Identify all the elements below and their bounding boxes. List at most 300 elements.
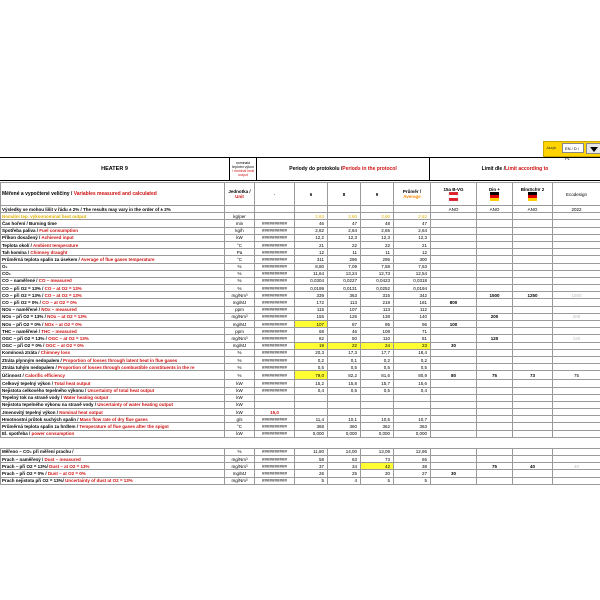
row-unit: % [225, 364, 255, 371]
limit-value [553, 285, 600, 292]
period-value [295, 394, 328, 401]
period-value: 30 [361, 470, 394, 477]
row-unit: mg/Nm³ [225, 463, 255, 470]
period-value: 4 [328, 477, 361, 484]
limit-value [553, 220, 600, 227]
period-value: 0,0199 [295, 285, 328, 292]
period-value: 12,73 [361, 270, 394, 277]
limit-value [553, 356, 600, 363]
period-value: 0,0194 [394, 285, 431, 292]
limit-value [431, 227, 477, 234]
limit-value [477, 380, 513, 387]
limit-value [477, 321, 513, 328]
table-row [1, 401, 600, 408]
limit-value [553, 409, 600, 416]
row-nominal: ########## [255, 263, 295, 270]
limit-value [553, 306, 600, 313]
limit-value [553, 456, 600, 463]
period-value: 7,58 [361, 263, 394, 270]
period-value: 339 [295, 292, 328, 299]
row-unit: mg/Nm³ [225, 292, 255, 299]
period-value: 7,63 [394, 263, 431, 270]
limit-value [477, 220, 513, 227]
row-label: Ztráta plynným nedopalem / Proportion of losses through latent heat in flue gases [1, 356, 225, 363]
limit-value [513, 394, 553, 401]
period-value: 113 [328, 299, 361, 306]
row-unit: kW [225, 394, 255, 401]
limit-value [553, 401, 600, 408]
row-unit: mg/Nm³ [225, 313, 255, 320]
row-nominal: ########## [255, 371, 295, 380]
period-value: 7,09 [328, 263, 361, 270]
period-value: 37 [295, 463, 328, 470]
limit-value [431, 249, 477, 256]
row-nominal: ########## [255, 470, 295, 477]
limit-value [513, 423, 553, 430]
row-label: Prach – při O2 = 0% / Dust – at O2 = 0% [1, 470, 225, 477]
limit-value [431, 448, 477, 455]
period-value: 82,2 [328, 371, 361, 380]
period-value: 63 [328, 456, 361, 463]
limit-value [431, 328, 477, 335]
row-label: Celkový tepelný výkon / Total heat output [1, 380, 225, 387]
table-row [1, 456, 600, 463]
period-value: 96 [394, 321, 431, 328]
table-row [1, 213, 600, 220]
limit-value [513, 285, 553, 292]
period-value: 0,0304 [295, 277, 328, 284]
limit-value [477, 401, 513, 408]
row-nominal: ########## [255, 477, 295, 484]
limit-value [477, 256, 513, 263]
limit-value [431, 387, 477, 394]
row-unit: mg/MJ [225, 321, 255, 328]
row-label: NOx – při O2 = 13% / NOx – at O2 = 13% [1, 313, 225, 320]
report-header [0, 157, 600, 181]
period-value: 48 [361, 220, 394, 227]
table-row [1, 409, 600, 416]
limit-value [513, 477, 553, 484]
period-value: 13,24 [328, 270, 361, 277]
row-label: O₂ [1, 263, 225, 270]
limit-value [477, 285, 513, 292]
row-label: Čas hoření / Burning time [1, 220, 225, 227]
table-row [1, 241, 600, 248]
period-value: 10,5 [361, 416, 394, 423]
limit-value: 100 [431, 321, 477, 328]
limit-value [431, 292, 477, 299]
period-value: 20,3 [295, 349, 328, 356]
period-value: 12 [394, 249, 431, 256]
row-nominal: ########## [255, 456, 295, 463]
row-label: OGC – při O2 = 13% / OGC – at O2 = 13% [1, 335, 225, 342]
table-row [1, 285, 600, 292]
row-label: Průměrná teplota spalin za úsekem / Average of flue gases temperature [1, 256, 225, 263]
limit-value [513, 241, 553, 248]
limit-value [477, 270, 513, 277]
limit-value [477, 430, 513, 437]
period-value: 0,2 [394, 356, 431, 363]
row-nominal: ########## [255, 270, 295, 277]
language-select[interactable]: EN / D / PL [562, 143, 584, 153]
period-value: 2,60 [328, 213, 361, 220]
row-nominal: ########## [255, 277, 295, 284]
row-unit: % [225, 371, 255, 380]
limit-value [431, 416, 477, 423]
period-value: 363 [328, 292, 361, 299]
table-row [1, 270, 600, 277]
row-label: Teplota okolí / Ambient temperature [1, 241, 225, 248]
periods-header: Periody do protokolu / Periods in the protocol [257, 158, 430, 180]
row-unit: % [225, 270, 255, 277]
limit-value [477, 477, 513, 484]
row-nominal [255, 394, 295, 401]
limit-value [431, 277, 477, 284]
period-value: 95 [361, 321, 394, 328]
period-value: 87 [328, 321, 361, 328]
row-label: Ztráta tuhým nedopalem / Proportion of losses through combustible constituents in the re [1, 364, 225, 371]
table-row [1, 321, 600, 328]
limit-value: 1500 [553, 292, 600, 299]
period-value: 2,62 [394, 213, 431, 220]
period-value: 21 [295, 241, 328, 248]
limit-value [431, 477, 477, 484]
table-row [1, 263, 600, 270]
row-nominal: ########## [255, 448, 295, 455]
table-row [1, 423, 600, 430]
limit-value [431, 306, 477, 313]
row-unit: kg/per [225, 213, 255, 220]
row-unit: kW [225, 409, 255, 416]
period-value: 107 [328, 306, 361, 313]
row-label: Spotřeba paliva / Fuel consumption [1, 227, 225, 234]
period-value: 12 [295, 249, 328, 256]
row-label: Průměrná teplota spalin za hrdlem / Temperature of flue gases after the spigot [1, 423, 225, 430]
limit-value [513, 220, 553, 227]
period-value: 71 [394, 328, 431, 335]
period-value: 0,000 [394, 430, 431, 437]
note-row: Výsledky se mohou lišit v řádu ± 2% / The results may vary in the order of ± 2% ANO ANO ANO 2022 [1, 206, 600, 213]
dropdown-arrow-icon[interactable] [586, 143, 600, 154]
row-nominal: ########## [255, 423, 295, 430]
nominal-note: nominalá teplotní výkon / nominal heat output [230, 158, 257, 180]
table-row [1, 364, 600, 371]
row-nominal: ########## [255, 364, 295, 371]
limit-value: 40 [513, 463, 553, 470]
limit-value [553, 380, 600, 387]
limit-value [553, 328, 600, 335]
row-nominal: ########## [255, 313, 295, 320]
limit-value [553, 263, 600, 270]
limit-value [431, 241, 477, 248]
row-label: Příkon dosažený / Achieved input [1, 234, 225, 241]
limit-value [513, 270, 553, 277]
limit-value [513, 277, 553, 284]
limit-value [513, 342, 553, 349]
period-value: 300 [394, 256, 431, 263]
period-value: 82 [295, 335, 328, 342]
period-value [394, 401, 431, 408]
limit-value [431, 364, 477, 371]
period-value: 18,4 [394, 349, 431, 356]
period-value [361, 394, 394, 401]
limit-value [553, 270, 600, 277]
heater-title: HEATER 9 [0, 158, 230, 180]
row-label: CO – při O2 = 13% / CO – at O2 = 13% [1, 292, 225, 299]
limit-value [477, 448, 513, 455]
limit-value [477, 227, 513, 234]
limit-value: 1250 [513, 292, 553, 299]
limit-value [553, 470, 600, 477]
period-value: 5 [361, 477, 394, 484]
row-unit: kW [225, 380, 255, 387]
row-nominal: ########## [255, 299, 295, 306]
table-row [1, 448, 600, 455]
period-value: 181 [394, 299, 431, 306]
limit-value [513, 299, 553, 306]
row-unit: kW [225, 234, 255, 241]
period-value: 0,5 [394, 364, 431, 371]
limit-value [513, 313, 553, 320]
row-label: NOx – naměřené / NOx – measured [1, 306, 225, 313]
limit-value: 800 [431, 299, 477, 306]
period-value: 10,1 [328, 416, 361, 423]
limit-value [477, 249, 513, 256]
period-value [394, 409, 431, 416]
period-value: 315 [361, 292, 394, 299]
period-value: 24 [361, 342, 394, 349]
period-value: 0,5 [328, 364, 361, 371]
period-value: 15,8 [328, 380, 361, 387]
limit-value [431, 394, 477, 401]
row-unit: ppm [225, 306, 255, 313]
period-value: 11,4 [295, 416, 328, 423]
table-row [1, 249, 600, 256]
period-value: 12,96 [394, 448, 431, 455]
row-unit: °C [225, 241, 255, 248]
row-nominal: ########## [255, 387, 295, 394]
limit-value [477, 364, 513, 371]
language-label: Jazyk [546, 145, 557, 150]
limit-value [477, 342, 513, 349]
row-unit: mg/Nm³ [225, 335, 255, 342]
limit-austria: 15a B-VG [431, 183, 477, 206]
row-nominal: 15,0 [255, 409, 295, 416]
row-label: Měřeno – CO₂ při měření prachu / [1, 448, 225, 455]
period-value: 22 [361, 241, 394, 248]
limit-value [513, 356, 553, 363]
limit-value [431, 423, 477, 430]
limit-value [553, 394, 600, 401]
limit-value [513, 249, 553, 256]
limit-value [553, 342, 600, 349]
period-value [295, 409, 328, 416]
row-unit: kW [225, 401, 255, 408]
period-value: 80,9 [394, 371, 431, 380]
limit-value: 30 [431, 342, 477, 349]
period-value: 126 [328, 313, 361, 320]
row-unit: °C [225, 256, 255, 263]
row-nominal: ########## [255, 328, 295, 335]
limit-value [477, 387, 513, 394]
period-value: 22 [328, 241, 361, 248]
period-value: 2,65 [361, 227, 394, 234]
limit-value [553, 349, 600, 356]
limit-value [513, 213, 553, 220]
limit-value [431, 380, 477, 387]
period-value: 12,54 [394, 270, 431, 277]
period-value: 42 [361, 463, 394, 470]
period-value: 0,0252 [361, 285, 394, 292]
period-value [328, 401, 361, 408]
table-row [1, 277, 600, 284]
period-value: 65 [394, 456, 431, 463]
limit-value [513, 306, 553, 313]
table-row [1, 394, 600, 401]
spacer-row [1, 437, 600, 448]
limit-germany-din: Din + [477, 183, 513, 206]
period-value: 0,5 [328, 387, 361, 394]
period-value: 12,2 [295, 234, 328, 241]
period-value: 0,1 [328, 356, 361, 363]
row-nominal: ########## [255, 234, 295, 241]
limit-value [477, 241, 513, 248]
limit-value [513, 234, 553, 241]
row-label: CO – naměřené / CO – measured [1, 277, 225, 284]
language-selector [543, 141, 600, 161]
row-nominal: ########## [255, 321, 295, 328]
limit-value [513, 328, 553, 335]
row-label: NOx – při O2 = 0% / NOx – at O2 = 0% [1, 321, 225, 328]
limit-value [553, 387, 600, 394]
period-value: 311 [295, 256, 328, 263]
limit-value: 200 [477, 313, 513, 320]
limit-value [431, 263, 477, 270]
row-nominal: ########## [255, 349, 295, 356]
row-unit: ppm [225, 328, 255, 335]
period-value: 110 [361, 335, 394, 342]
limit-value [477, 394, 513, 401]
period-value [361, 401, 394, 408]
limit-value [513, 387, 553, 394]
row-label: Tepelný tok na straně vody / Water heating output [1, 394, 225, 401]
row-nominal: ########## [255, 356, 295, 363]
row-unit: kW [225, 430, 255, 437]
period-value: 46 [328, 328, 361, 335]
period-value: 11 [328, 249, 361, 256]
table-row [1, 342, 600, 349]
limit-value [431, 335, 477, 342]
period-value [361, 409, 394, 416]
limit-value [553, 416, 600, 423]
row-label: Prach – naměřený / Dust – measured [1, 456, 225, 463]
row-unit: % [225, 285, 255, 292]
limit-value [553, 430, 600, 437]
row-label: El. spotřeba / power consumption [1, 430, 225, 437]
row-label: THC – naměřené / THC – measured [1, 328, 225, 335]
limit-germany-bimschv: BlmSchV 2 [513, 183, 553, 206]
period-value: 17,7 [361, 349, 394, 356]
limit-value [431, 213, 477, 220]
limit-value [553, 477, 600, 484]
limit-value [553, 256, 600, 263]
row-label: Hmotnostní průtok suchých spalin / Mass flow rate of dry flue gases [1, 416, 225, 423]
row-nominal: ########## [255, 241, 295, 248]
row-unit: mg/Nm³ [225, 477, 255, 484]
limit-value [477, 456, 513, 463]
row-unit: °C [225, 423, 255, 430]
row-nominal: ########## [255, 249, 295, 256]
limit-value [477, 213, 513, 220]
limit-value [431, 349, 477, 356]
row-nominal: ########## [255, 430, 295, 437]
limit-value: 75 [477, 463, 513, 470]
period-value: 12,3 [361, 234, 394, 241]
limit-value [553, 364, 600, 371]
row-nominal: ########## [255, 463, 295, 470]
limit-value [553, 299, 600, 306]
period-value: 15,7 [361, 380, 394, 387]
limit-value [553, 234, 600, 241]
table-row [1, 292, 600, 299]
germany-flag-icon [526, 192, 539, 201]
limit-value [477, 299, 513, 306]
row-label: OGC – při O2 = 0% / OGC – at O2 = 0% [1, 342, 225, 349]
period-value: 11,80 [295, 448, 328, 455]
row-label: Komínová ztráta / Chimney loss [1, 349, 225, 356]
period-value: 0,0131 [328, 285, 361, 292]
limit-value [431, 234, 477, 241]
period-value: 21 [394, 241, 431, 248]
period-value [328, 409, 361, 416]
period-value: 81,6 [361, 371, 394, 380]
limit-value [513, 256, 553, 263]
table-row [1, 463, 600, 470]
limit-value [477, 470, 513, 477]
period-value: 2,60 [361, 213, 394, 220]
period-value: 47 [394, 220, 431, 227]
row-unit: % [225, 263, 255, 270]
period-value: 0,4 [394, 387, 431, 394]
row-unit: kg/h [225, 227, 255, 234]
column-header-row: Měřené a vypočtené veličiny / Variables measured and calculated Jednotka / Unit - 6 8 9 Průměr / Average 15a B-VG Din + BlmSchV 2 Ecodesign [1, 183, 600, 206]
table-row [1, 256, 600, 263]
period-value: 363 [394, 423, 431, 430]
row-nominal: ########## [255, 335, 295, 342]
limit-value [431, 270, 477, 277]
limit-value [513, 321, 553, 328]
row-label: CO₂ [1, 270, 225, 277]
period-value: 14,00 [328, 448, 361, 455]
period-value: 13,09 [361, 448, 394, 455]
limit-value [431, 356, 477, 363]
period-value: 2,82 [295, 227, 328, 234]
row-unit: min [225, 220, 255, 227]
limit-value: 30 [431, 470, 477, 477]
period-value: 0,000 [295, 430, 328, 437]
period-value: 0,5 [295, 364, 328, 371]
period-value: 68 [295, 328, 328, 335]
limit-value [553, 227, 600, 234]
row-label: Nomální tep. výkonnominal heat output [1, 213, 225, 220]
limit-value: 120 [553, 335, 600, 342]
table-row [1, 356, 600, 363]
limit-value [477, 409, 513, 416]
period-value: 2,64 [394, 227, 431, 234]
period-value: 0,000 [361, 430, 394, 437]
table-row [1, 477, 600, 484]
period-value: 17,3 [328, 349, 361, 356]
